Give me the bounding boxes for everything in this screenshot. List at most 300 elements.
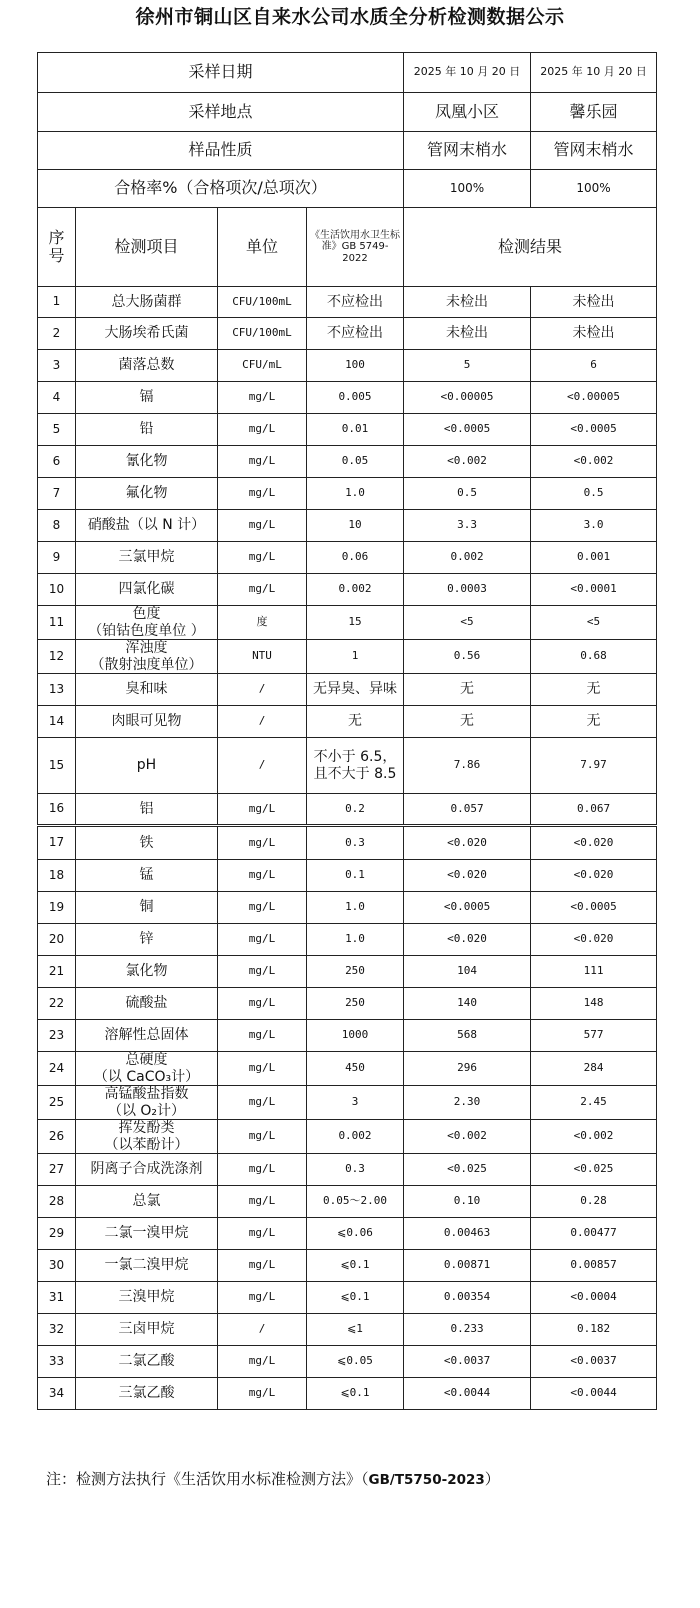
table-row: [38, 287, 657, 318]
row-standard-text: 无异臭、异味: [313, 681, 397, 698]
row-result-1-text: 104: [457, 964, 477, 978]
row-unit: [218, 826, 307, 860]
row-number: [38, 510, 76, 542]
row-item: [76, 674, 218, 706]
row-unit-text: mg/L: [248, 550, 276, 564]
sample-type-label: 样品性质: [38, 132, 404, 170]
row-standard-text: 1: [351, 649, 359, 663]
table-row: [38, 738, 657, 794]
row-item-text: 总大肠菌群: [111, 293, 182, 310]
row-unit: [218, 640, 307, 674]
row-number-text: 5: [52, 421, 61, 436]
row-item: [76, 826, 218, 860]
pass-rate-row: [38, 170, 657, 208]
row-result-2-text: 6: [590, 358, 597, 372]
row-item: [76, 1346, 218, 1378]
row-item-text: 三卤甲烷: [118, 1321, 175, 1338]
row-result-1-text: 5: [463, 358, 471, 372]
row-unit-text: mg/L: [248, 964, 276, 978]
row-result-2-text: <0.0037: [570, 1354, 617, 1368]
row-standard: [307, 1378, 404, 1410]
row-item-sub: （散射浊度单位）: [90, 656, 203, 673]
row-result-2: [531, 1282, 657, 1314]
row-standard-text: 1.0: [345, 932, 365, 946]
row-unit-text: CFU/100mL: [232, 326, 292, 340]
row-standard-text: 不小于 6.5，且不大于 8.5: [313, 749, 397, 782]
row-item-text: pH: [136, 757, 157, 774]
row-result-1-text: <0.0044: [443, 1386, 491, 1400]
result-header: 检测结果: [404, 208, 657, 287]
row-result-1: [404, 988, 531, 1020]
row-item-text: 三氯甲烷: [118, 549, 175, 566]
row-result-2: [531, 318, 657, 350]
row-standard-text: 1000: [341, 1028, 369, 1042]
row-result-1-text: <0.020: [447, 868, 487, 882]
row-result-2-text: 无: [586, 713, 601, 730]
row-result-1: [404, 892, 531, 924]
row-standard-text: ⩽0.05: [337, 1354, 373, 1368]
row-item: [76, 542, 218, 574]
row-result-1-text: 无: [460, 713, 475, 730]
row-number-text: 29: [48, 1225, 65, 1240]
row-item-sub: （以苯酚计）: [104, 1136, 189, 1153]
row-item-text: 阴离子合成洗涤剂: [90, 1161, 203, 1178]
row-result-2: [531, 1250, 657, 1282]
row-unit: [218, 606, 307, 640]
table-row: [38, 892, 657, 924]
row-result-2: [531, 924, 657, 956]
table-row: [38, 674, 657, 706]
row-result-2: [531, 1086, 657, 1120]
row-item-text: 大肠埃希氏菌: [104, 325, 189, 342]
sampling-date-row: [38, 53, 657, 93]
row-result-1-text: <0.020: [447, 835, 487, 849]
row-standard: [307, 1218, 404, 1250]
row-result-1-text: 未检出: [446, 325, 489, 342]
row-result-1: [404, 1218, 531, 1250]
row-result-2-text: 284: [583, 1061, 604, 1075]
row-result-2-text: 111: [583, 964, 604, 978]
row-item-text: 臭和味: [125, 681, 168, 698]
row-standard: [307, 1282, 404, 1314]
row-result-1-text: <0.00005: [440, 390, 494, 404]
row-standard: [307, 1346, 404, 1378]
row-number-text: 11: [48, 614, 65, 629]
footnote-code: GB/T5750-2023: [368, 1472, 485, 1488]
table-row: [38, 860, 657, 892]
row-number: [38, 1052, 76, 1086]
row-result-1-text: 0.00463: [443, 1226, 491, 1240]
row-number: [38, 794, 76, 826]
row-unit-text: mg/L: [248, 900, 276, 914]
row-standard-text: 1.0: [345, 486, 365, 500]
row-result-1: [404, 1086, 531, 1120]
table-row: [38, 446, 657, 478]
row-result-2: [531, 738, 657, 794]
row-result-2: [531, 826, 657, 860]
row-standard: [307, 826, 404, 860]
row-item: [76, 924, 218, 956]
row-standard: [307, 1020, 404, 1052]
row-result-2: [531, 382, 657, 414]
row-result-2-text: <0.025: [573, 1162, 614, 1176]
row-unit: [218, 414, 307, 446]
row-unit-text: mg/L: [248, 518, 276, 532]
row-item: [76, 640, 218, 674]
row-result-2: [531, 414, 657, 446]
row-result-1: [404, 510, 531, 542]
row-unit: [218, 478, 307, 510]
row-number: [38, 1282, 76, 1314]
row-result-2-text: 0.001: [576, 550, 611, 564]
row-standard-text: 450: [345, 1061, 365, 1075]
table-row: [38, 382, 657, 414]
table-row: [38, 542, 657, 574]
seq-header-text: 序号: [48, 227, 65, 265]
row-item-text: 锌: [139, 931, 154, 948]
row-result-2: [531, 478, 657, 510]
row-result-1: [404, 446, 531, 478]
row-item: [76, 1250, 218, 1282]
row-number-text: 15: [48, 757, 65, 772]
row-item-text: 高锰酸盐指数: [104, 1086, 189, 1103]
row-standard: [307, 860, 404, 892]
table-row: [38, 1154, 657, 1186]
row-result-1: [404, 1154, 531, 1186]
row-result-2: [531, 574, 657, 606]
item-header: 检测项目: [76, 208, 218, 287]
row-item-text: 氯化物: [125, 963, 168, 980]
row-unit: [218, 1314, 307, 1346]
row-result-2-text: <0.020: [573, 835, 614, 849]
row-standard: [307, 574, 404, 606]
row-result-1: [404, 640, 531, 674]
table-row: [38, 1218, 657, 1250]
row-result-2-text: 未检出: [572, 293, 615, 310]
row-unit: [218, 1186, 307, 1218]
seq-header: [38, 208, 76, 287]
row-result-1: [404, 674, 531, 706]
row-unit: [218, 892, 307, 924]
row-result-1: [404, 1052, 531, 1086]
row-number: [38, 414, 76, 446]
sample-type-2: 管网末梢水: [531, 132, 657, 170]
row-item: [76, 414, 218, 446]
row-unit: [218, 1052, 307, 1086]
row-result-1: [404, 1250, 531, 1282]
table-row: [38, 794, 657, 826]
table-row: [38, 414, 657, 446]
row-unit: [218, 1154, 307, 1186]
row-standard: [307, 892, 404, 924]
table-row: [38, 318, 657, 350]
sampling-date-1: 2025 年 10 月 20 日: [404, 53, 531, 93]
row-result-2-text: <0.002: [573, 1129, 614, 1143]
row-number-text: 2: [52, 325, 61, 340]
row-result-1-text: <5: [460, 615, 474, 629]
table-row: [38, 1086, 657, 1120]
row-result-1: [404, 287, 531, 318]
row-number: [38, 892, 76, 924]
row-result-2: [531, 956, 657, 988]
row-result-2-text: 0.00857: [570, 1258, 617, 1272]
row-standard-text: 3: [351, 1095, 359, 1109]
row-result-1: [404, 826, 531, 860]
row-result-1-text: 0.5: [457, 486, 477, 500]
row-result-2-text: 0.5: [583, 486, 604, 500]
row-item: [76, 1086, 218, 1120]
row-unit: [218, 382, 307, 414]
row-item: [76, 1020, 218, 1052]
row-standard: [307, 1186, 404, 1218]
row-item: [76, 738, 218, 794]
row-item: [76, 1378, 218, 1410]
row-unit-text: 度: [256, 615, 268, 629]
row-unit: [218, 574, 307, 606]
row-result-1: [404, 1120, 531, 1154]
row-standard-text: 0.1: [345, 868, 365, 882]
row-unit: [218, 446, 307, 478]
row-item: [76, 988, 218, 1020]
row-standard-text: 不应检出: [327, 293, 383, 310]
row-number: [38, 318, 76, 350]
row-item: [76, 1154, 218, 1186]
row-unit: [218, 350, 307, 382]
row-standard-text: 0.3: [345, 1162, 365, 1176]
row-item-text: 菌落总数: [118, 357, 175, 374]
row-unit: [218, 794, 307, 826]
row-result-2: [531, 446, 657, 478]
row-number: [38, 674, 76, 706]
row-standard: [307, 606, 404, 640]
row-standard-text: 不应检出: [327, 325, 383, 342]
row-result-1: [404, 1282, 531, 1314]
row-result-2-text: <0.0004: [570, 1290, 617, 1304]
row-number-text: 24: [48, 1060, 65, 1075]
row-unit: [218, 1086, 307, 1120]
row-item-text: 锰: [139, 867, 154, 884]
row-number: [38, 1020, 76, 1052]
row-number: [38, 988, 76, 1020]
row-unit: [218, 1020, 307, 1052]
row-standard-text: 0.002: [338, 1129, 372, 1143]
row-standard: [307, 1052, 404, 1086]
row-number: [38, 1314, 76, 1346]
table-row: [38, 826, 657, 860]
row-standard: [307, 287, 404, 318]
row-item-text: 溶解性总固体: [104, 1027, 189, 1044]
row-unit-text: mg/L: [248, 454, 276, 468]
row-number-text: 16: [48, 801, 65, 816]
row-number: [38, 1346, 76, 1378]
row-unit: [218, 1378, 307, 1410]
row-unit: [218, 1250, 307, 1282]
row-result-2: [531, 1186, 657, 1218]
row-number-text: 7: [52, 485, 61, 500]
table-row: [38, 510, 657, 542]
row-standard: [307, 924, 404, 956]
row-item: [76, 956, 218, 988]
row-result-1-text: 0.10: [453, 1194, 481, 1208]
row-number: [38, 1218, 76, 1250]
row-item: [76, 1052, 218, 1086]
water-quality-table: [37, 52, 657, 1410]
row-result-1: [404, 1346, 531, 1378]
row-standard: [307, 318, 404, 350]
table-row: [38, 1378, 657, 1410]
sampling-location-row: [38, 93, 657, 132]
row-result-1-text: <0.0037: [443, 1354, 491, 1368]
footnote-suffix: ）: [484, 1470, 500, 1488]
row-number-text: 13: [48, 681, 65, 696]
row-number: [38, 924, 76, 956]
row-item: [76, 382, 218, 414]
row-number: [38, 574, 76, 606]
table-row: [38, 1120, 657, 1154]
sampling-date-2: 2025 年 10 月 20 日: [531, 53, 657, 93]
row-standard-text: ⩽1: [347, 1322, 363, 1336]
row-number: [38, 640, 76, 674]
row-result-1: [404, 350, 531, 382]
row-number: [38, 706, 76, 738]
row-result-2: [531, 606, 657, 640]
row-standard-text: 0.005: [338, 390, 372, 404]
row-unit-text: mg/L: [248, 1226, 276, 1240]
row-unit-text: mg/L: [248, 932, 276, 946]
table-row: [38, 1186, 657, 1218]
row-number-text: 28: [48, 1193, 65, 1208]
row-result-2: [531, 1346, 657, 1378]
row-standard: [307, 382, 404, 414]
row-result-2-text: <5: [586, 615, 601, 629]
row-standard: [307, 510, 404, 542]
row-result-1-text: <0.025: [447, 1162, 487, 1176]
row-unit-text: mg/L: [248, 1194, 276, 1208]
row-unit-text: mg/L: [248, 486, 276, 500]
table-row: [38, 640, 657, 674]
row-item-sub: （铂钴色度单位 ）: [88, 622, 205, 639]
row-standard: [307, 1250, 404, 1282]
row-result-1-text: 0.0003: [447, 582, 487, 596]
table-row: [38, 1052, 657, 1086]
row-result-2-text: <0.00005: [567, 390, 620, 404]
row-result-1-text: 7.86: [453, 758, 481, 772]
row-standard-text: 0.2: [345, 801, 365, 815]
row-result-2: [531, 1378, 657, 1410]
row-result-2: [531, 1154, 657, 1186]
row-result-2-text: 0.182: [576, 1322, 611, 1336]
row-unit-text: mg/L: [248, 835, 276, 849]
column-header-row: [38, 208, 657, 287]
row-result-1: [404, 542, 531, 574]
row-result-1-text: 0.00354: [443, 1290, 491, 1304]
row-standard-text: 0.01: [341, 422, 369, 436]
row-result-2: [531, 542, 657, 574]
row-number-text: 33: [48, 1353, 65, 1368]
row-item-text: 镉: [139, 389, 154, 406]
row-number-text: 10: [48, 581, 65, 596]
row-item: [76, 510, 218, 542]
row-number: [38, 287, 76, 318]
row-unit-text: mg/L: [248, 1162, 276, 1176]
row-number: [38, 738, 76, 794]
row-result-2: [531, 1314, 657, 1346]
row-item-text: 肉眼可见物: [111, 713, 182, 730]
row-result-1-text: 0.233: [450, 1322, 484, 1336]
sampling-location-2: 馨乐园: [531, 93, 657, 132]
row-number-text: 19: [48, 899, 65, 914]
row-unit: [218, 956, 307, 988]
row-unit: [218, 318, 307, 350]
row-unit-text: /: [258, 1322, 266, 1336]
row-item: [76, 1186, 218, 1218]
row-result-2: [531, 706, 657, 738]
row-item: [76, 318, 218, 350]
row-result-1: [404, 1020, 531, 1052]
row-result-1: [404, 860, 531, 892]
row-unit: [218, 1218, 307, 1250]
row-result-2-text: 0.28: [580, 1194, 607, 1208]
row-item-text: 四氯化碳: [118, 581, 175, 598]
footnote-prefix: 注：检测方法执行《生活饮用水标准检测方法》（: [46, 1470, 369, 1488]
row-number: [38, 1186, 76, 1218]
table-row: [38, 478, 657, 510]
table-row: [38, 574, 657, 606]
row-result-1-text: 无: [460, 681, 475, 698]
row-result-1-text: 0.057: [450, 801, 484, 815]
row-standard-text: 15: [348, 615, 362, 629]
row-result-2-text: <0.0005: [570, 422, 617, 436]
table-row: [38, 1282, 657, 1314]
row-result-1: [404, 478, 531, 510]
row-unit-text: NTU: [252, 649, 272, 663]
sampling-date-label: 采样日期: [38, 53, 404, 93]
row-result-2: [531, 287, 657, 318]
row-unit-text: CFU/mL: [242, 358, 282, 372]
row-unit-text: mg/L: [248, 1061, 276, 1075]
row-item: [76, 794, 218, 826]
row-result-2: [531, 1120, 657, 1154]
row-item-text: 二氯乙酸: [118, 1353, 175, 1370]
row-item: [76, 446, 218, 478]
row-item-text: 浑浊度: [125, 640, 168, 657]
row-number-text: 12: [48, 648, 65, 663]
unit-header: 单位: [218, 208, 307, 287]
row-number-text: 30: [48, 1257, 65, 1272]
row-unit: [218, 1346, 307, 1378]
row-result-1-text: <0.0005: [443, 422, 491, 436]
row-result-2-text: 0.68: [580, 649, 607, 663]
row-result-1-text: 3.3: [457, 518, 477, 532]
row-item: [76, 350, 218, 382]
row-standard-text: 0.3: [345, 835, 365, 849]
row-number: [38, 542, 76, 574]
row-item: [76, 1218, 218, 1250]
row-item: [76, 287, 218, 318]
row-unit-text: mg/L: [248, 422, 276, 436]
row-item-text: 硫酸盐: [125, 995, 168, 1012]
sample-type-1: 管网末梢水: [404, 132, 531, 170]
row-number: [38, 826, 76, 860]
row-number: [38, 860, 76, 892]
row-result-2: [531, 1052, 657, 1086]
row-result-1: [404, 794, 531, 826]
standard-header: 《生活饮用水卫生标准》GB 5749-2022: [307, 208, 404, 287]
row-unit: [218, 738, 307, 794]
row-item: [76, 478, 218, 510]
row-result-1-text: <0.0005: [443, 900, 491, 914]
row-standard-text: 0.05: [341, 454, 369, 468]
